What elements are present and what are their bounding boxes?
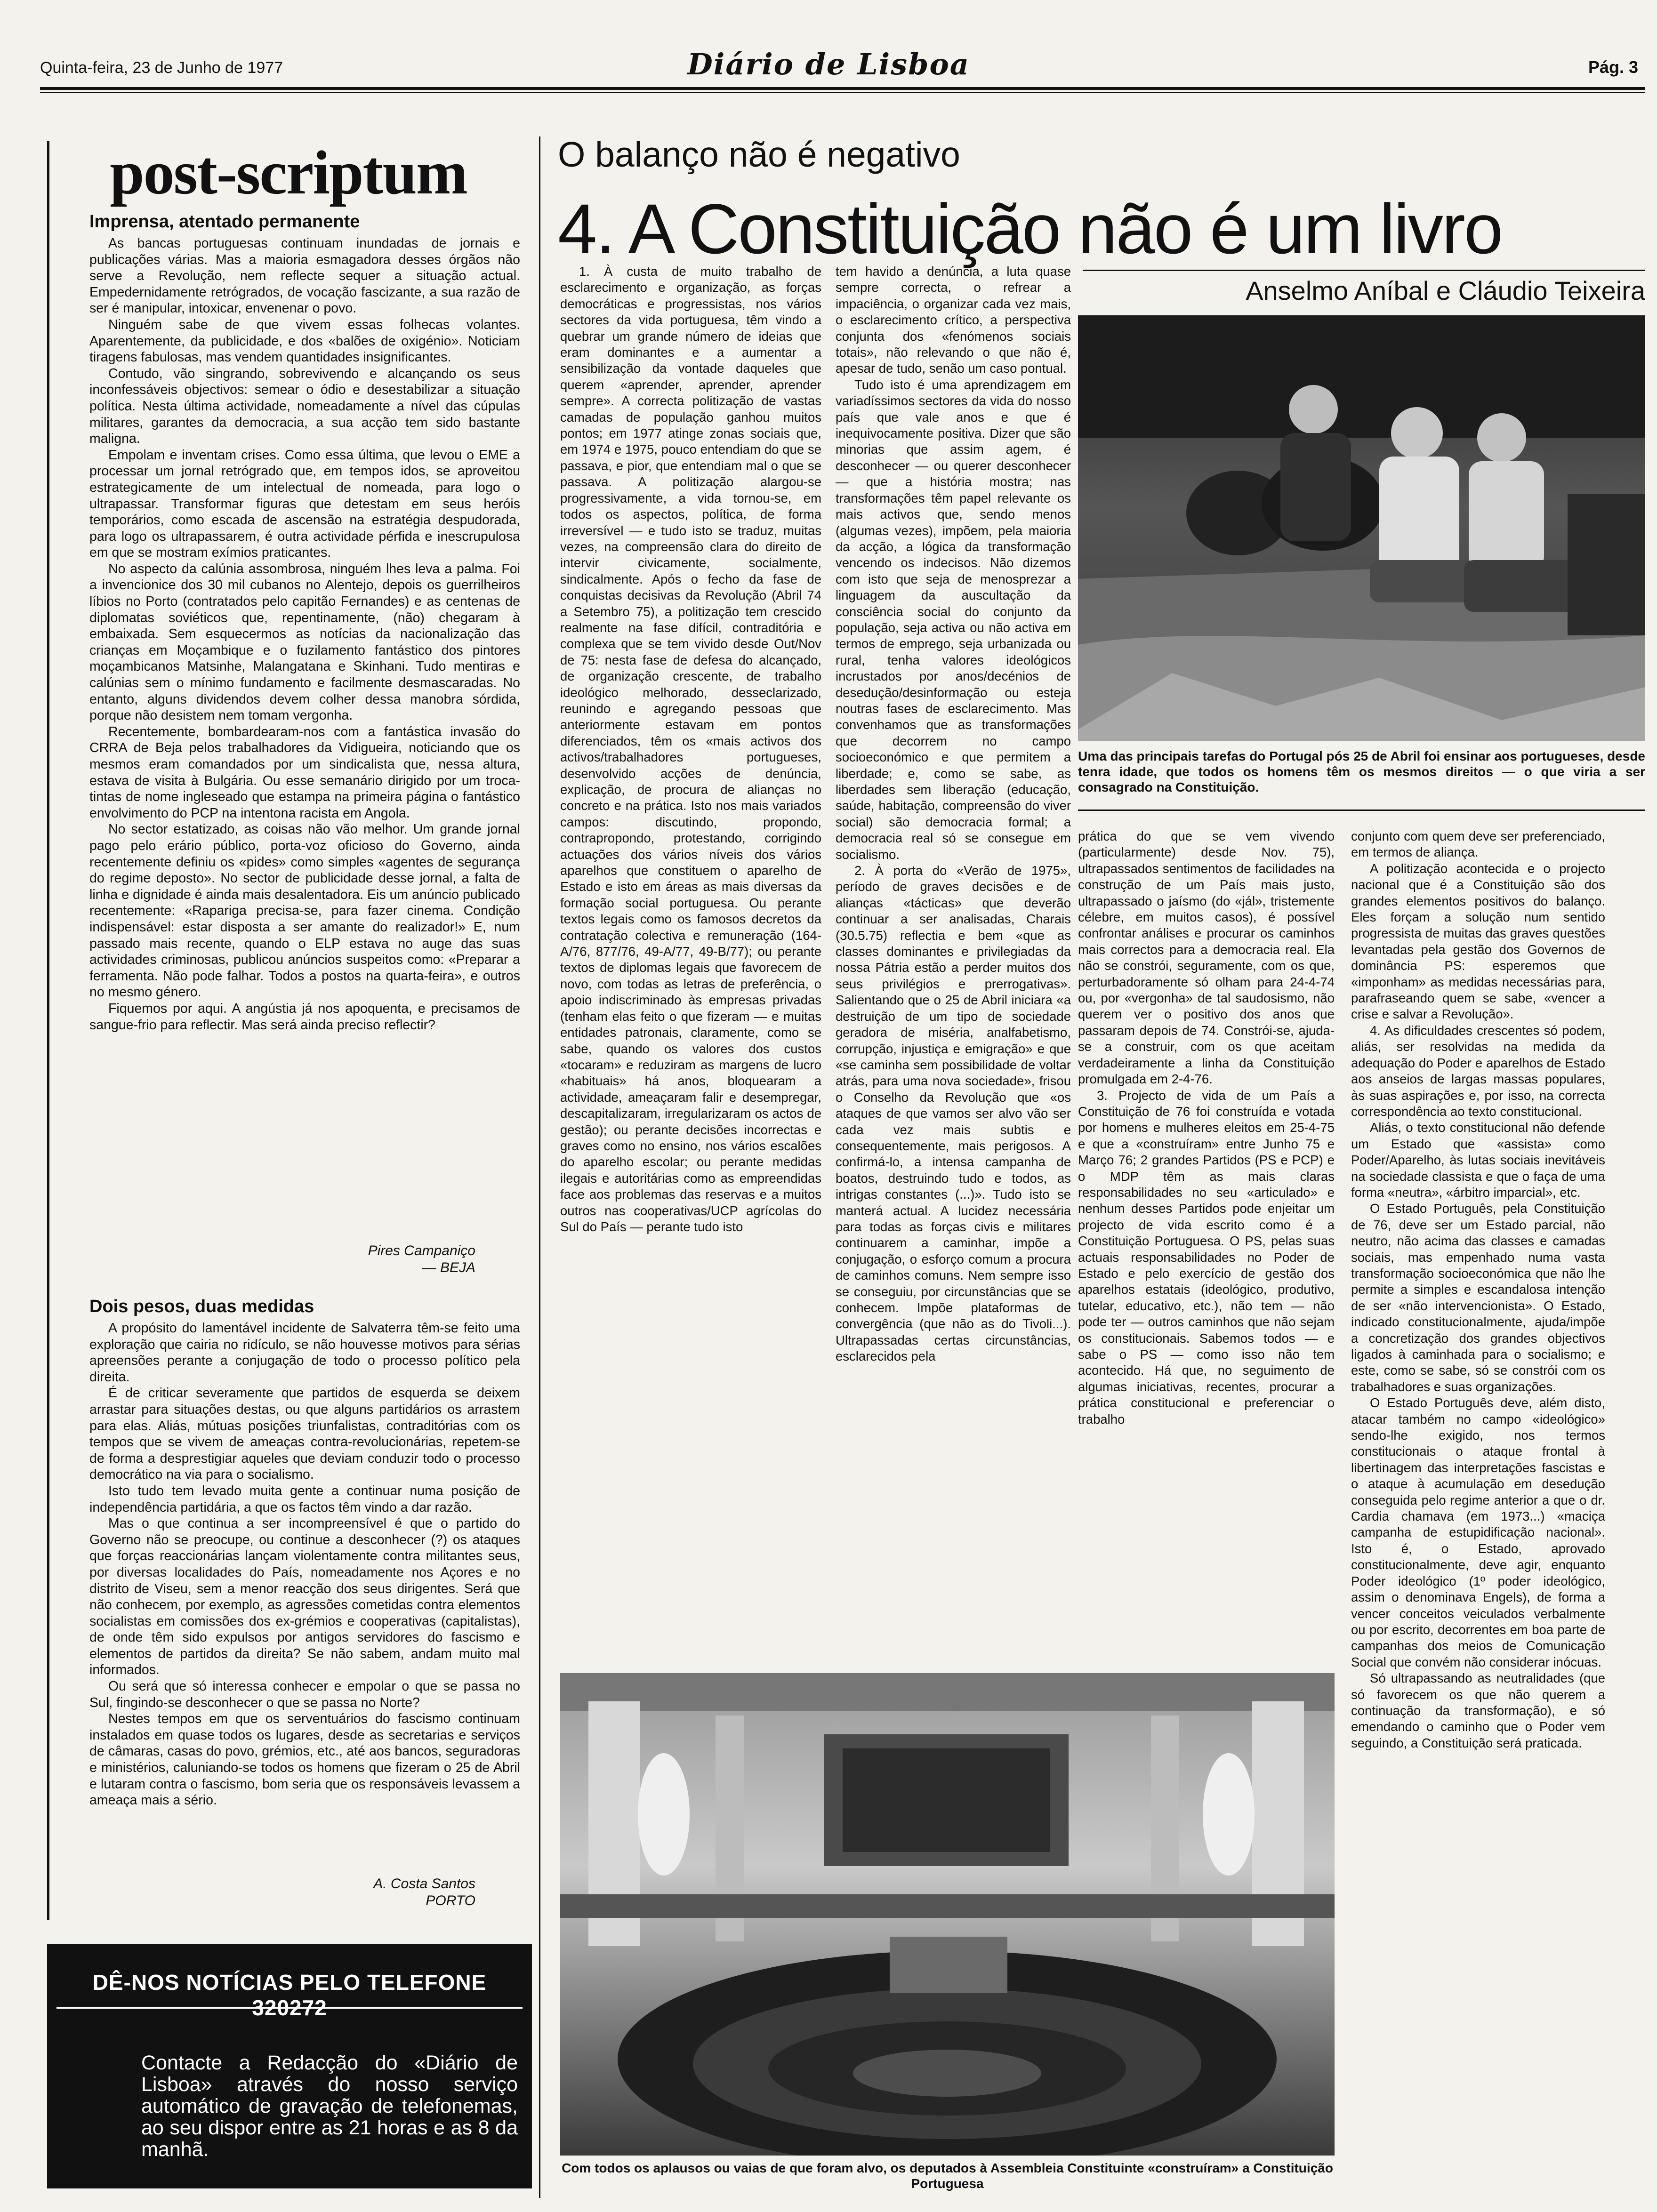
article-column-4 — [1351, 828, 1605, 1751]
section-body-imprensa — [89, 235, 520, 1033]
telephone-box-rule — [56, 2007, 523, 2009]
paragraph: 4. As dificuldades crescentes só podem, aliás, ser resolvidas na medida da adequação do Poder e aparelhos de Estado aos anseios de largas massas populares, às suas aspirações e, por isso, na correcta correspondência ao texto constitucional. — [1351, 1023, 1605, 1119]
article-headline: 4. A Constituição não é um livro — [558, 189, 1502, 268]
paragraph: O Estado Português deve, além disto, atacar também no campo «ideológico» sendo-lhe exigido, nos termos constitucionais o ataque frontal à libertinagem das interpretações fascistas e o ataque à acumulação em desedução conseguida pelo regime anterior a que o dr. Cardia chamava (em 1973...) «maciça campanha de estupidificação nacional». Isto é, o Estado, aprovado constitucionalmente, deve agir, enquanto Poder ideológico (1º poder ideológico, assim o denominava Engels), de forma a vencer conceitos veiculados verbalmente ou por escrito, decorrentes em boa parte de campanhas dos meios de Comunicação Social que convém não considerar inócuas. — [1351, 1395, 1605, 1669]
telephone-box-heading: DÊ-NOS NOTÍCIAS PELO TELEFONE 320272 — [92, 1970, 487, 2020]
caption-rule — [1078, 809, 1645, 811]
paragraph: Recentemente, bombardearam-nos com a fantástica invasão do CRRA de Beja pelos trabalhadores da Vidigueira, noticiando que os mesmos eram comandados por um sindicalista que, nessa altura, estava de visita à Bulgária. Ou esse semanário dirigido por um troca-tintas de nome ingleseado que estampa na primeira página o fantástico envolvimento do PCP na intentona racista em Angola. — [89, 724, 520, 821]
page-number: Pág. 3 — [1588, 57, 1638, 77]
paragraph: Fiquemos por aqui. A angústia já nos apoquenta, e precisamos de sangue-frio para reflectir. Mas será ainda preciso reflectir? — [89, 1001, 520, 1033]
signature-imprensa — [89, 1242, 475, 1276]
section-heading-imprensa: Imprensa, atentado permanente — [89, 212, 360, 232]
article-column-3 — [1078, 828, 1335, 1427]
article-column-1 — [560, 264, 821, 1235]
masthead-rule-thin — [40, 92, 1645, 93]
paragraph: Isto tudo tem levado muita gente a continuar numa posição de independência partidária, a que os factos têm vindo a dar razão. — [89, 1483, 520, 1515]
paragraph: Contudo, vão singrando, sobrevivendo e alcançando os seus inconfessáveis objectivos: semear o ódio e desestabilizar a situação política. Nesta última actividade, nomeadamente a nível das cúpulas militares, garantes da democracia, a sua acção tem sido bastante maligna. — [89, 366, 520, 447]
paragraph: prática do que se vem vivendo (particularmente) desde Nov. 75), ultrapassados sentimentos de facilidades na construção de um País mais justo, ultrapassado o jaísmo (do «jál», tristemente célebre, em muitos casos), é possível confrontar análises e procurar os caminhos mais correctos para a democracia real. Ela não se constrói, seguramente, com os que, perturbadoramente só olham para 24-4-74 ou, por «vergonha» de tal saudosismo, não querem ver o positivo dos anos que passaram depois de 74. Constrói-se, ajuda-se a construir, com os que aceitam verdadeiramente a linha da Constituição promulgada em 2-4-76. — [1078, 829, 1335, 1087]
issue-date: Quinta-feira, 23 de Junho de 1977 — [40, 59, 283, 77]
column-divider — [539, 136, 540, 2198]
paragraph: 2. À porta do «Verão de 1975», período de graves decisões e de alianças «tácticas» que deverão continuar a ser analisadas, Charais (30.5.75) reflectia e bem «que as classes dominantes e privilegiadas da nossa Pátria estão a perder muitos dos seus privilégios e prerrogativas». Salientando que o 25 de Abril iniciara «a destruição de um tipo de sociedade geradora de miséria, analfabetismo, corrupção, injustiça e emigração» e que «se caminha sem possibilidade de voltar atrás, para uma nova sociedade», frisou o Conselho da Revolução que «os ataques de que vamos ser alvo vão ser cada vez mais subtis e consequentemente, mais perigosos. A confirmá-lo, a intensa campanha de boatos, destruindo tudo e todos, as intrigas constantes (...)». Tudo isto se manterá actual. A lucidez necessária para todas as forças civis e militares continuarem a caminhar, impõe a conjugação, o esforço comum a procura de caminhos comuns. Nem sempre isso se conseguiu, por circunstâncias que se conhecem. Impõe plataformas de convergência (que não as do Tivoli...). Ultrapassadas certas circunstâncias, esclarecidos pela — [836, 863, 1071, 1364]
paragraph: 1. À custa de muito trabalho de esclarecimento e organização, as forças democráticas e progressistas, nos vários sectores da vida portuguesa, têm vindo a quebrar um grande número de ideias que eram dominantes e a aumentar a sensibilização da vontade daqueles que querem «aprender, aprender, aprender sempre». A correcta politização de vastas camadas de população ganhou muitos pontos; em 1977 atinge zonas sociais que, em 1974 e 1975, pouco entendiam do que se passava, e pior, que entendiam mal o que se passava. A politização alargou-se progressivamente, a vida tornou-se, em todos os aspectos, política, de forma irreversível — e tudo isto se traduz, muitas vezes, na compreensão clara do direito de intervir civicamente, socialmente, sindicalmente. Após o fecho da fase de conquistas decisivas da Revolução (Abril 74 a Setembro 75), a politização tem crescido realmente na fase difícil, contraditória e complexa que se tem vivido desde Out/Nov de 75: nesta fase de defesa do alcançado, de organização crescente, de trabalho ideológico melhorado, desseclarizado, reunindo e agregando pessoas que anteriormente estavam em pontos diferenciados, têm os «mais activos dos activos/trabalhadores portugueses, desenvolvido acções de denúncia, explicação, de procura de alianças no concreto e na prática. Isto nos mais variados campos: discutindo, propondo, contrapropondo, protestando, corrigindo actuações dos vários níveis dos vários aparelhos que constituem o aparelho de Estado e isto em áreas as mais diversas da formação social portuguesa. Ou perante textos legais como os famosos decretos da contratação colectiva e remuneração (164-A/76, 877/76, 49-A/77, 49-B/77); ou perante textos de diplomas legais que favorecem de novo, com todas as letras de preferência, o apoio indiscriminado às empresas privadas (tenham elas feito o que fizeram — e muitas entidades patronais, claramente, como se sabe, quando os valores dos custos «tocaram» e reduziram as margens de lucro «habituais» há anos, bloquearam a actividade, ameaçaram falir e desempregar, descapitalizaram, irregularizaram os actos de gestão); ou perante decisões incorrectas e graves como no ensino, nos vários escalões do aparelho escolar; ou perante medidas ilegais e autoritárias como as empreendidas face aos problemas das reservas e a muitos outros nas cooperativas/UCP agrícolas do Sul do País — perante tudo isto — [560, 264, 821, 1234]
paragraph: É de criticar severamente que partidos de esquerda se deixem arrastar para situações destas, ou que alguns partidários os arrastem para elas. Aliás, mútuas posições triunfalistas, contraditórias com os tempos que se vivem de ameaças contra-revolucionárias, repetem-se de forma a desprestigiar aqueles que deviam conduzir todo o processo democrático na via para o socialismo. — [89, 1386, 520, 1483]
section-body-dois-pesos — [89, 1320, 520, 1809]
signature-place: PORTO — [426, 1893, 475, 1908]
paragraph: Só ultrapassando as neutralidades (que só favorecem os que não querem a continuação da transformação), e só emendando o caminho que o Poder vem seguindo, a Constituição será praticada. — [1351, 1671, 1605, 1750]
paragraph: Empolam e inventam crises. Como essa última, que levou o EME a processar um jornal retrógrado que, em tempos idos, se aproveitou estrategicamente de um intelectual de nomeada, para logo o ultrapassar. Transformar figuras que detestam em seus heróis temporários, como escada de ascensão na estratégia despudorada, para logo os ultrapassarem, é outra actividade pérfida e inescrupulosa em que se mostram exímios praticantes. — [89, 447, 520, 561]
article-kicker: O balanço não é negativo — [558, 135, 960, 174]
byline-rule — [1083, 270, 1645, 271]
paragraph: As bancas portuguesas continuam inundadas de jornais e publicações várias. Mas a maioria esmagadora desses órgãos não serve a Revolução, nem reflecte sequer a situação actual. Empedernidamente retrógrados, de vocação fascizante, a sua razão de ser é manipular, intoxicar, envenenar o povo. — [89, 236, 520, 316]
paragraph: Ou será que só interessa conhecer e empolar o que se passa no Sul, fingindo-se desconhecer o que se passa no Norte? — [89, 1679, 520, 1710]
photo-children-image — [1078, 315, 1645, 741]
telephone-box-body: Contacte a Redacção do «Diário de Lisboa» através do nosso serviço automático de gravação de telefonemas, ao seu dispor entre as 21 horas e as 8 da manhã. — [141, 2052, 518, 2161]
paragraph: conjunto com quem deve ser preferenciado, em termos de aliança. — [1351, 829, 1605, 860]
paragraph: Aliás, o texto constitucional não defende um Estado que «assista» como Poder/Aparelho, às lutas sociais inevitáveis na sociedade classista e que o faça de uma forma «neutra», «árbitro imparcial», etc. — [1351, 1120, 1605, 1200]
photo-assembly-image — [560, 1673, 1335, 2156]
paragraph: O Estado Português, pela Constituição de 76, deve ser um Estado parcial, não neutro, não acima das classes e camadas sociais, mas empenhado numa vasta transformação socioeconómica que não lhe permite a simples e escandalosa intenção de ser «não intervencionista». O Estado, indicado constitucionalmente, ajuda/impõe a concretização dos grandes objectivos ligados à caminhada para o socialismo; e este, como se sabe, só se constrói com os trabalhadores e suas organizações. — [1351, 1201, 1605, 1394]
postscriptum-title: post-scriptum — [110, 138, 467, 207]
signature-place: — BEJA — [422, 1260, 475, 1275]
paragraph: 3. Projecto de vida de um País a Constituição de 76 foi construída e votada por homens e mulheres eleitos em 25-4-75 e que a «construíram» entre Junho 75 e Março 76; 2 grandes Partidos (PS e PCP) e o MDP têm as mais claras responsabilidades no seu «articulado» e nenhum desses Partidos pode enjeitar um projecto de vida escrito como é a Constituição Portuguesa. O PS, pelas suas actuais responsabilidades no Poder de Estado e pelo exercício de gestão dos aparelhos estatais (ideológico, produtivo, tutelar, educativo, etc.), não tem — não pode ter — outros caminhos que não sejam os constitucionais. Sabemos todos — e sabe o PS — como isso não tem acontecido. Há que, no seguimento de algumas iniciativas, recentes, procurar a prática constitucional e preferenciar o trabalho — [1078, 1088, 1335, 1427]
signature-name: A. Costa Santos — [373, 1876, 475, 1891]
article-byline: Anselmo Aníbal e Cláudio Teixeira — [1246, 276, 1645, 305]
paragraph: A politização acontecida e o projecto nacional que é a Constituição são dos grandes elementos positivos do balanço. Eles forçam a solução num sentido progressista de muitas das graves questões levantadas pela gestão dos Governos de dominância PS: esperemos que «imponham» as medidas necessárias para, parafraseando quem se sabe, «vencer a crise e salvar a Revolução». — [1351, 861, 1605, 1022]
paragraph: No aspecto da calúnia assombrosa, ninguém lhes leva a palma. Foi a invencionice dos 30 mil cubanos no Alentejo, depois os guerrilheiros líbios no Porto (contratados pelo capitão Fernandes) e as centenas de diplomatas soviéticos que, repentinamente, (não) chegaram à embaixada. Sem esquecermos as notícias da nacionalização das crianças em Moçambique e o fuzilamento fantástico dos pintores moçambicanos Matsinhe, Malangatana e Skinhani. Tudo mentiras e calúnias sem o mínimo fundamento e facilmente desmascaradas. No entanto, alguns dividendos devem colher dessa manobra sórdida, porque não desistem nem tomam vergonha. — [89, 561, 520, 723]
paragraph: Tudo isto é uma aprendizagem em variadíssimos sectores da vida do nosso país que vale anos e que é inequivocamente positiva. Dizer que são minorias que assim agem, é desconhecer — ou querer desconhecer — que a história mostra; nas transformações têm papel relevante os mais activos que, sendo menos (algumas vezes), impõem, pela maioria da acção, a lógica da transformação vencendo os indecisos. Não dizemos com isto que seja de menosprezar a linguagem da auscultação da consciência social do conjunto da população, seja activa ou não activa em termos de emprego, seja urbanizada ou rural, tenha valores ideológicos incrustados por anos/decénios de desedução/desinformação ou esteja noutras fases de esclarecimento. Mas convenhamos que as transformações que decorrem no campo socioeconómico e que permitem a liberdade; e, como se sabe, as liberdades sem liberação (educação, saúde, habitação, compreensão do viver social) são democracia formal; a democracia real só se consegue em socialismo. — [836, 377, 1071, 862]
section-heading-dois-pesos: Dois pesos, duas medidas — [89, 1297, 314, 1316]
photo-assembly — [560, 1673, 1335, 2156]
paragraph: Ninguém sabe de que vivem essas folhecas volantes. Aparentemente, da publicidade, e dos «balões de oxigénio». Noticiam tiragens fabulosas, mas vendem quantidades insignificantes. — [89, 317, 520, 365]
photo-children-caption: Uma das principais tarefas do Portugal pós 25 de Abril foi ensinar aos portugueses, desde tenra idade, que todos os homens têm os mesmos direitos — o que viria a ser consagrado na Constituição. — [1078, 749, 1645, 794]
masthead-rule — [40, 87, 1645, 90]
photo-children — [1078, 315, 1645, 741]
paragraph: tem havido a denúncia, a luta quase sempre correcta, o refrear a impaciência, o organizar cada vez mais, o esclarecimento crítico, a perspectiva conjunta dos «fenómenos sociais totais», não relevando o que não é, apesar de tudo, senão um caso pontual. — [836, 264, 1071, 376]
signature-name: Pires Campaniço — [368, 1243, 475, 1258]
paragraph: A propósito do lamentável incidente de Salvaterra têm-se feito uma exploração que cairia no ridículo, se não houvesse motivos para sérias apreensões perante a conjugação de todo o processo político pela direita. — [89, 1321, 520, 1385]
paragraph: No sector estatizado, as coisas não vão melhor. Um grande jornal pago pelo erário público, porta-voz oficioso do Governo, ainda recentemente definiu os «pides» como simples «agentes de segurança do regime deposto». No sector de publicidade desse jornal, a falta de linha e dignidade é ainda mais desalentadora. Eis um anúncio publicado recentemente: «Rapariga precisa-se, para fazer cinema. Condição indispensável: estar disposta a ser amante do realizador!» E, num passado mais recente, quando o ELP estava no auge das suas actividades criminosas, publicou anúncios suspeitos como: «Preparar a ferramenta. Não pode falhar. Todos a postos na quarta-feira», e outros no mesmo género. — [89, 822, 520, 1000]
article-column-2 — [836, 264, 1071, 1365]
newspaper-title: Diário de Lisboa — [687, 47, 970, 81]
photo-assembly-caption: Com todos os aplausos ou vaias de que foram alvo, os deputados à Assembleia Constituinte «construíram» a Constituição Portuguesa — [562, 2161, 1333, 2191]
paragraph: Nestes tempos em que os serventuários do fascismo continuam instalados em quase todos os lugares, desde as secretarias e serviços de câmaras, casas do povo, grémios, etc., até aos bancos, seguradoras e ministérios, caluniando-se todos os homens que fizeram o 25 de Abril e lutaram contra o fascismo, bom seria que os responsáveis levassem a ameaça mais a sério. — [89, 1711, 520, 1808]
paragraph: Mas o que continua a ser incompreensível é que o partido do Governo não se preocupe, ou continue a desconhecer (?) os ataques que forças reaccionárias lançam violentamente contra militantes seus, por diversas localidades do País, nomeadamente nos Açores e no distrito de Viseu, sem a menor reacção dos seus dirigentes. Será que não conhecem, por exemplo, as agressões cometidas contra elementos socialistas em comissões dos ex-grémios e cooperativas (capitalistas), de onde têm sido expulsos por antigos servidores do fascismo e elementos de partidos da direita? Se não sabem, andam muito mal informados. — [89, 1516, 520, 1678]
signature-dois-pesos — [89, 1875, 475, 1909]
